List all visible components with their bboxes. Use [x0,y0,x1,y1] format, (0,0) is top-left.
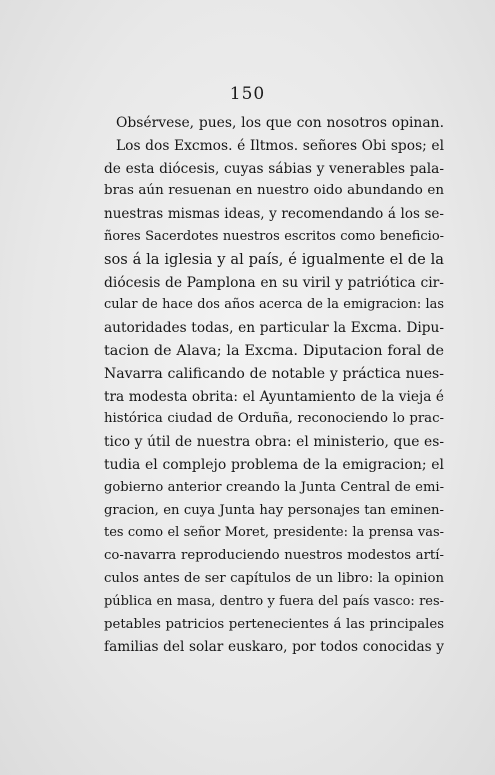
text-line: nuestras mismas ideas, y recomendando á los se- [104,206,444,223]
text-line: pública en masa, dentro y fuera del país vasco: res- [104,593,444,609]
body-text [104,112,444,659]
text-line: diócesis de Pamplona en su viril y patriótica cir- [104,274,444,291]
text-line: sos á la iglesia y al país, é igualmente el de la [104,250,444,268]
text-line: histórica ciudad de Orduña, reconociendo lo prac- [104,411,444,427]
text-line: cular de hace dos años acerca de la emigracion: las [104,297,444,313]
text-line: gracion, en cuya Junta hay personajes tan eminen- [104,502,444,518]
text-line: co-navarra reproduciendo nuestros modestos artí- [104,548,444,564]
text-line: de esta diócesis, cuyas sábias y venerables pala- [104,160,444,177]
text-line: familias del solar euskaro, por todos conocidas y [104,639,444,656]
text-line: petables patricios pertenecientes á las principales [104,616,444,632]
text-line: Los dos Excmos. é Iltmos. señores Obi spos; el [116,137,444,154]
text-line: tico y útil de nuestra obra: el ministerio, que es- [104,434,444,451]
text-line: ñores Sacerdotes nuestros escritos como beneficio- [104,228,444,244]
text-line: Obsérvese, pues, los que con nosotros opinan. [116,115,444,131]
text-line: tudia el complejo problema de la emigracion; el [104,456,444,473]
text-line: culos antes de ser capítulos de un libro: la opinion [104,570,444,586]
text-line: Navarra calificando de notable y práctica nues- [104,365,444,382]
text-line: tra modesta obrita: el Ayuntamiento de la vieja é [104,388,444,405]
text-line: bras aún resuenan en nuestro oido abundando en [104,183,444,199]
text-line: gobierno anterior creando la Junta Central de emi- [104,479,444,495]
text-line: autoridades todas, en particular la Excma. Dipu- [104,320,444,337]
text-line: tes como el señor Moret, presidente: la prensa vas- [104,525,444,541]
text-line: tacion de Alava; la Excma. Diputacion foral de [104,342,444,359]
page-number: 150 [229,84,266,104]
